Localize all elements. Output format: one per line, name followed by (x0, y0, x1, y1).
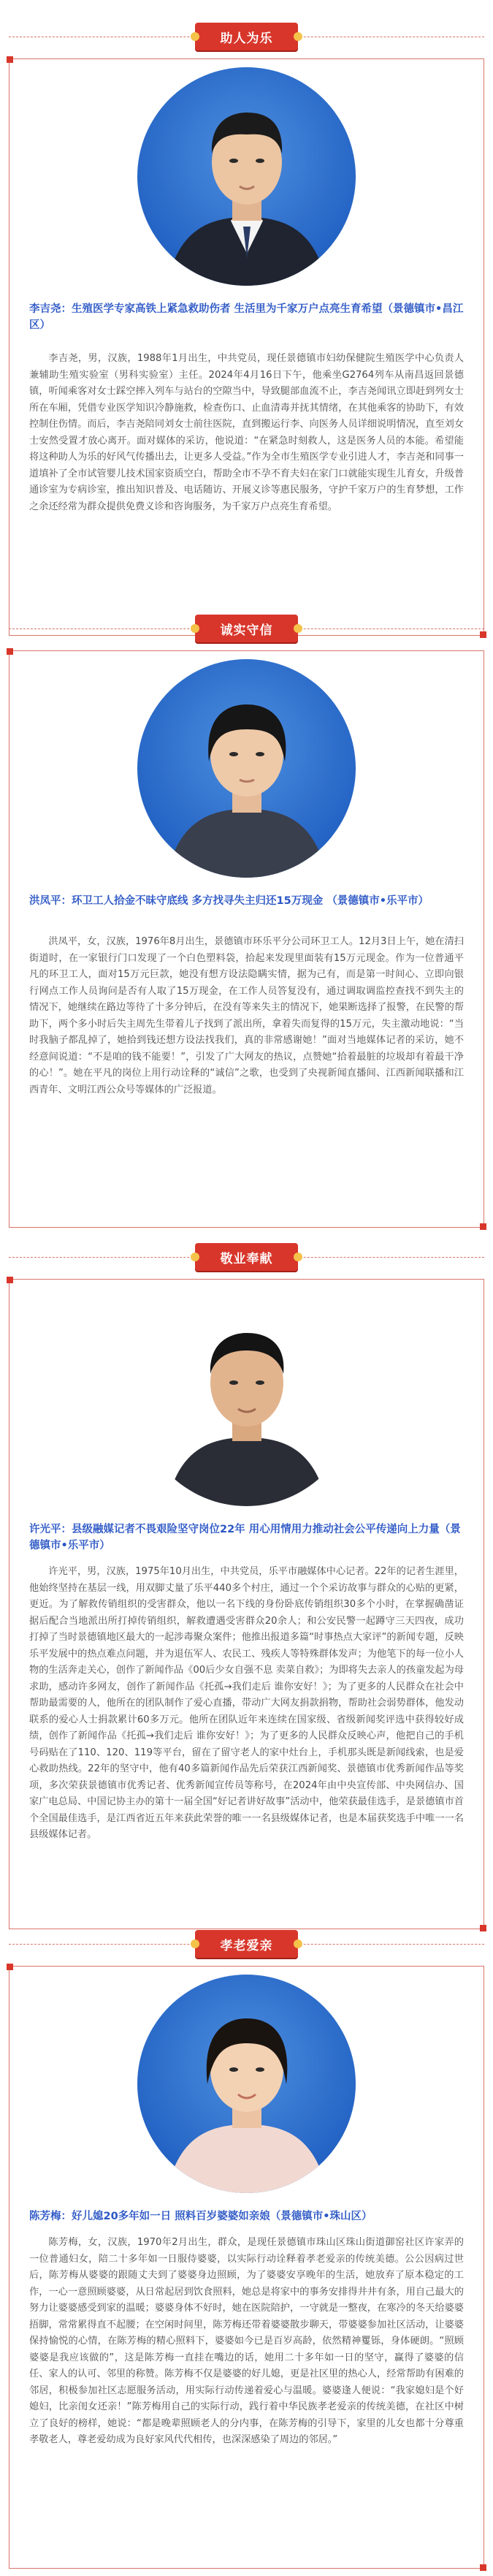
person-headline (29, 893, 464, 909)
person-headline-text: 县级融媒记者不畏艰险坚守岗位22年 用心用情用力推动社会公平传递向上力量（景德镇市•乐平市） (29, 1524, 461, 1551)
section-tag (195, 23, 298, 50)
tag-dot-icon (191, 1253, 199, 1261)
person-name: 许光平： (29, 1524, 72, 1535)
portrait-photo (137, 659, 356, 878)
section-tag-label: 诚实守信 (220, 623, 273, 638)
person-headline-text: 环卫工人拾金不昧守底线 多方找寻失主归还15万现金 （景德镇市•乐平市） (72, 895, 429, 907)
section-tag-label: 孝老爱亲 (220, 1938, 273, 1953)
section-tag-label: 敬业奉献 (220, 1251, 273, 1266)
section-helping-others (0, 0, 493, 636)
portrait-photo (137, 67, 356, 286)
section-tag (195, 1930, 298, 1958)
person-story: 李吉尧，男，汉族，1988年1月出生，中共党员，现任景德镇市妇幼保健院生殖医学中心负责人兼辅助生殖实验室（男科实验室）主任。2024年4月16日下午，他乘坐G2764列车从南昌返回景德镇，听闻乘客对女士踩空摔入列车与站台的空隙当中，导致腿部血流不止，李吉尧闻讯立即赶到列女士所在车厢，凭借专业医学知识冷静施救，检查伤口、止血清毒并抚其情绪，在其他乘客的协助下，有效控制住伤情。而后，李吉尧陪同刘女士前往医院，直到搬运行李、向医务人员详细说明情况，直至刘女士安然受置才放心离开。面对媒体的采访，他说道：“在紧急时刻救人，这是医务人员的本能。希望能将这种助人为乐的好风气传播出去，让更多人受益。”作为全市生殖医学专业引进人才，李吉尧和同事一道填补了全市试管婴儿技术国家资质空白，帮助全市不孕不育夫妇在家门口就能实现生儿育女，升级普通诊室为专病诊室，推出知识普及、电话随访、开展义诊等惠民服务，守护千家万户的生育梦想，工作之余还经常为群众提供免费义诊和咨询服务，为千家万户点亮生育希望。 (29, 353, 464, 512)
person-name: 陈芳梅： (29, 2211, 72, 2222)
person-headline (29, 1521, 464, 1554)
section-dedication (0, 1235, 493, 1937)
section-tag-label: 助人为乐 (220, 31, 273, 46)
person-name: 李吉尧： (29, 303, 72, 315)
person-headline (29, 301, 464, 333)
tag-dot-icon (294, 1253, 302, 1261)
person-story: 洪凤平，女，汉族，1976年8月出生，景德镇市环乐平分公司环卫工人。12月3日上午，她在清扫街道时，在一家银行门口发现了一个白色塑料袋，拾起来发现里面装有15万元现金。作为一位普通平凡的环卫工人，面对15万元巨款，她没有想方设法隐瞒实情，据为己有，而是第一时间心、立即向银行网点工作人员询问是否有人取了15万现金，在工作人员答复没有，通过调取调监控查找不到失主的情况下，她继续在路边等待了十多分钟后，在没有等来失主的情况下，她果断选择了报警，在民警的帮助下，两个多小时后失主周先生带着儿子找到了派出所，拿着失而复得的15万元，失主激动地说：“当时我脑子都乱掉了，她拾到钱还想方设法找我们，真的非常感谢她！”面对当地媒体记者的采访，她不经意间说道：“不是咱的钱不能要！”，引发了广大网友的热议，点赞她“拾着最脏的垃圾却有着最干净的心！”。她在平凡的岗位上用行动诠释的“诚信”之歌，也受到了央视新闻直播间、江西新闻联播和江西青年、文明江西公众号等媒体的广泛报道。 (29, 936, 464, 1095)
section-tag (195, 615, 298, 642)
person-headline-text: 好儿媳20多年如一日 照料百岁婆婆如亲娘（景德镇市•珠山区） (72, 2211, 372, 2222)
person-name: 洪凤平： (29, 895, 72, 907)
tag-dot-icon (191, 624, 199, 633)
portrait-photo (137, 1975, 356, 2193)
tag-dot-icon (191, 32, 199, 41)
section-filial-piety (0, 1922, 493, 2576)
person-story: 许光平，男，汉族，1975年10月出生，中共党员，乐平市融媒体中心记者。22年的记者生涯里，他始终坚持在基层一线，用双脚丈量了乐平440多个村庄，通过一个个采访故事与群众的心贴的更紧，更近。为了解救传销组织的受害群众，他以一名下线的身份卧底传销组织30多个小时，在掌握确凿证据后配合当地派出所打掉传销组织，解救遭遇受害群众20余人；和公安民警一起蹲守三天四夜，成功打掉了当时景德镇地区最大的一起涉毒聚众案件；他推出报道多篇“时事热点大家评”的新闻专题，反映乐平发展中的热点难点问题，并为退伍军人、农民工、残疾人等特殊群体发声；为他笔下的每一位小人物的生活奔走关心，创作了新闻作品《00后少女自强不息 卖菜自救》；为即将失去亲人的孩童发起为母求助，感动许多网友，创作了新闻作品《托孤→我们走后 谁你安好！》；为了更多的人民群众在社会中帮助最需要的人，他所在的团队制作了爱心直播，带动广大网友捐款捐物，帮助社会弱势群体，他发动联系的爱心人士捐款累计60多万元。他所在团队近年来连续在国家级、省级新闻奖评选中获得较好成绩，创作了新闻作品《托孤→我们走后 谁你安好！》；为了更多的人民群众反映心声，他把自己的手机号码贴在了110、120、119等平台，留在了留守老人的家中灶台上，手机那头既是新闻线索，也是爱心救助热线。22年的坚守中，他有40多篇新闻作品先后荣获江西新闻奖、景德镇市优秀新闻作品等奖项，多次荣获景德镇市优秀记者、优秀新闻宣传员等称号，在2024年由中央宣传部、中央网信办、国家广电总局、中国记协主办的第十一届全国“好记者讲好故事”活动中，他荣获最佳选手，是景德镇市首个全国最佳选手，是江西省近五年来获此荣誉的唯一一名县级媒体记者，也是本届获奖选手中唯一一名县级媒体记者。 (29, 1566, 464, 1840)
person-headline (29, 2208, 464, 2224)
tag-dot-icon (294, 1939, 302, 1948)
person-headline-text: 生殖医学专家高铁上紧急救助伤者 生活里为千家万户点亮生育希望（景德镇市•昌江区） (29, 303, 464, 331)
section-tag (195, 1243, 298, 1271)
tag-dot-icon (191, 1939, 199, 1948)
section-honesty (0, 607, 493, 1250)
tag-dot-icon (294, 624, 302, 633)
tag-dot-icon (294, 32, 302, 41)
person-story: 陈芳梅，女，汉族，1970年2月出生，群众，是现任景德镇市珠山区珠山街道御窑社区许家弄的一位普通妇女，陪二十多年如一日服侍婆婆，以实际行动诠释着孝老爱亲的传统美德。公公因病过世后，陈芳梅从婆婆的跟随丈夫到了婆婆身边照顾，为了婆婆安享晚年的生活，她放弃了原本稳定的工作，一心一意照顾婆婆，从日常起居到饮食照料，她总是将家中的事务安排得井井有条，用自己最大的努力让婆婆感受到家的温暖；婆婆身体不好时，她在医院陪护，一守就是一整夜，在寒冷的冬天给婆婆捂脚，常常累得直不起腰；在空闲时间里，陈芳梅还带着婆婆散步聊天，带婆婆参加社区活动，让婆婆保持愉悦的心情，在陈芳梅的精心照料下，婆婆如今已是百岁高龄，依然精神矍铄，身体硬朗。“照顾婆婆是我应该做的”，这是陈芳梅一直挂在嘴边的话，她用二十多年如一日的坚守，赢得了婆婆的信任、家人的认可、邻里的称赞。陈芳梅不仅是婆婆的好儿媳，更是社区里的热心人，经常帮助有困难的邻居，积极参加社区志愿服务活动，用实际行动传递着爱心与温暖。婆婆逢人便说：“我家媳妇是个好媳妇，比亲闺女还亲！”陈芳梅用自己的实际行动，践行着中华民族孝老爱亲的传统美德，在社区中树立了良好的榜样，她说：“都是晚辈照顾老人的分内事，在陈芳梅的引导下，家里的儿女也都十分尊重孝敬老人，尊老爱幼成为良好家风代代相传，也深深感染了周边的邻居。” (29, 2237, 464, 2445)
portrait-photo (137, 1288, 356, 1506)
